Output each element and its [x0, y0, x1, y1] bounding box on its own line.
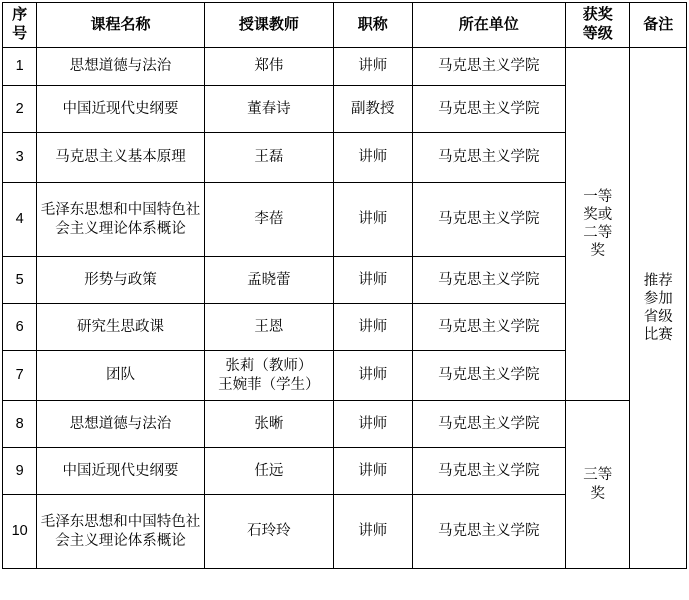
- header-award-level: [565, 3, 630, 48]
- cell-unit: 马克思主义学院: [412, 48, 565, 86]
- teacher-line: 董春诗: [247, 100, 291, 117]
- cell-teacher: [204, 86, 333, 133]
- cell-course: 思想道德与法治: [37, 401, 204, 448]
- cell-title: 讲师: [333, 304, 412, 351]
- header-seq-line2: 号: [12, 25, 28, 42]
- award-table: [2, 2, 687, 569]
- cell-teacher: [204, 448, 333, 495]
- cell-unit: 马克思主义学院: [412, 448, 565, 495]
- teacher-line: 王磊: [254, 149, 284, 166]
- table-row: [3, 48, 687, 86]
- cell-seq: 10: [3, 495, 37, 569]
- cell-course: 中国近现代史纲要: [37, 448, 204, 495]
- cell-unit: 马克思主义学院: [412, 86, 565, 133]
- award-level-line: 奖: [590, 243, 605, 260]
- cell-seq: 7: [3, 351, 37, 401]
- cell-award-level-second: [565, 401, 630, 569]
- teacher-line: 王婉菲（学生）: [218, 376, 320, 393]
- cell-title: 讲师: [333, 351, 412, 401]
- teacher-line: 王恩: [254, 318, 284, 335]
- cell-title: 讲师: [333, 257, 412, 304]
- cell-course: 毛泽东思想和中国特色社会主义理论体系概论: [37, 183, 204, 257]
- cell-unit: 马克思主义学院: [412, 495, 565, 569]
- cell-teacher: [204, 401, 333, 448]
- cell-course: 毛泽东思想和中国特色社会主义理论体系概论: [37, 495, 204, 569]
- teacher-line: 李蓓: [254, 211, 284, 228]
- cell-teacher: [204, 183, 333, 257]
- note-line: 比赛: [643, 327, 673, 344]
- cell-unit: 马克思主义学院: [412, 304, 565, 351]
- cell-title: 讲师: [333, 495, 412, 569]
- award-level-line: 奖或: [583, 206, 613, 223]
- award-level-line: 三等: [583, 467, 613, 484]
- cell-teacher: [204, 351, 333, 401]
- teacher-line: 任远: [254, 462, 284, 479]
- award-level-line: 一等: [583, 188, 613, 205]
- header-award-level-line1: 获奖: [582, 6, 613, 24]
- header-award-level-line2: 等级: [582, 25, 613, 42]
- cell-title: 讲师: [333, 133, 412, 183]
- header-note: 备注: [630, 3, 687, 48]
- header-seq: [3, 3, 37, 48]
- cell-teacher: [204, 133, 333, 183]
- table-header-row: [3, 3, 687, 48]
- header-title: 职称: [333, 3, 412, 48]
- cell-seq: 5: [3, 257, 37, 304]
- cell-seq: 1: [3, 48, 37, 86]
- header-teacher: 授课教师: [204, 3, 333, 48]
- teacher-line: 张晰: [254, 415, 284, 432]
- cell-teacher: [204, 495, 333, 569]
- header-unit: 所在单位: [412, 3, 565, 48]
- teacher-line: 石玲玲: [247, 523, 291, 540]
- cell-title: 讲师: [333, 48, 412, 86]
- cell-course: 团队: [37, 351, 204, 401]
- note-line: 参加: [643, 290, 673, 307]
- cell-unit: 马克思主义学院: [412, 133, 565, 183]
- teacher-line: 孟晓蕾: [247, 271, 291, 288]
- cell-unit: 马克思主义学院: [412, 183, 565, 257]
- cell-title: 讲师: [333, 183, 412, 257]
- award-level-line: 二等: [583, 225, 613, 241]
- cell-unit: 马克思主义学院: [412, 351, 565, 401]
- cell-teacher: [204, 304, 333, 351]
- cell-seq: 8: [3, 401, 37, 448]
- cell-teacher: [204, 257, 333, 304]
- header-course: 课程名称: [37, 3, 204, 48]
- cell-seq: 2: [3, 86, 37, 133]
- cell-note: [630, 48, 687, 569]
- teacher-line: 张莉（教师）: [225, 358, 313, 375]
- cell-course: 研究生思政课: [37, 304, 204, 351]
- cell-teacher: [204, 48, 333, 86]
- cell-seq: 3: [3, 133, 37, 183]
- cell-award-level-first: [565, 48, 630, 401]
- teacher-line: 郑伟: [254, 58, 284, 75]
- cell-course: 思想道德与法治: [37, 48, 204, 86]
- cell-unit: 马克思主义学院: [412, 401, 565, 448]
- table-row: [3, 401, 687, 448]
- cell-title: 副教授: [333, 86, 412, 133]
- header-seq-line1: 序: [12, 6, 28, 24]
- cell-title: 讲师: [333, 401, 412, 448]
- award-level-line: 奖: [590, 485, 605, 502]
- cell-unit: 马克思主义学院: [412, 257, 565, 304]
- cell-course: 马克思主义基本原理: [37, 133, 204, 183]
- cell-seq: 4: [3, 183, 37, 257]
- cell-course: 形势与政策: [37, 257, 204, 304]
- note-line: 推荐: [643, 272, 673, 289]
- cell-seq: 6: [3, 304, 37, 351]
- cell-title: 讲师: [333, 448, 412, 495]
- cell-seq: 9: [3, 448, 37, 495]
- note-line: 省级: [643, 309, 673, 325]
- cell-course: 中国近现代史纲要: [37, 86, 204, 133]
